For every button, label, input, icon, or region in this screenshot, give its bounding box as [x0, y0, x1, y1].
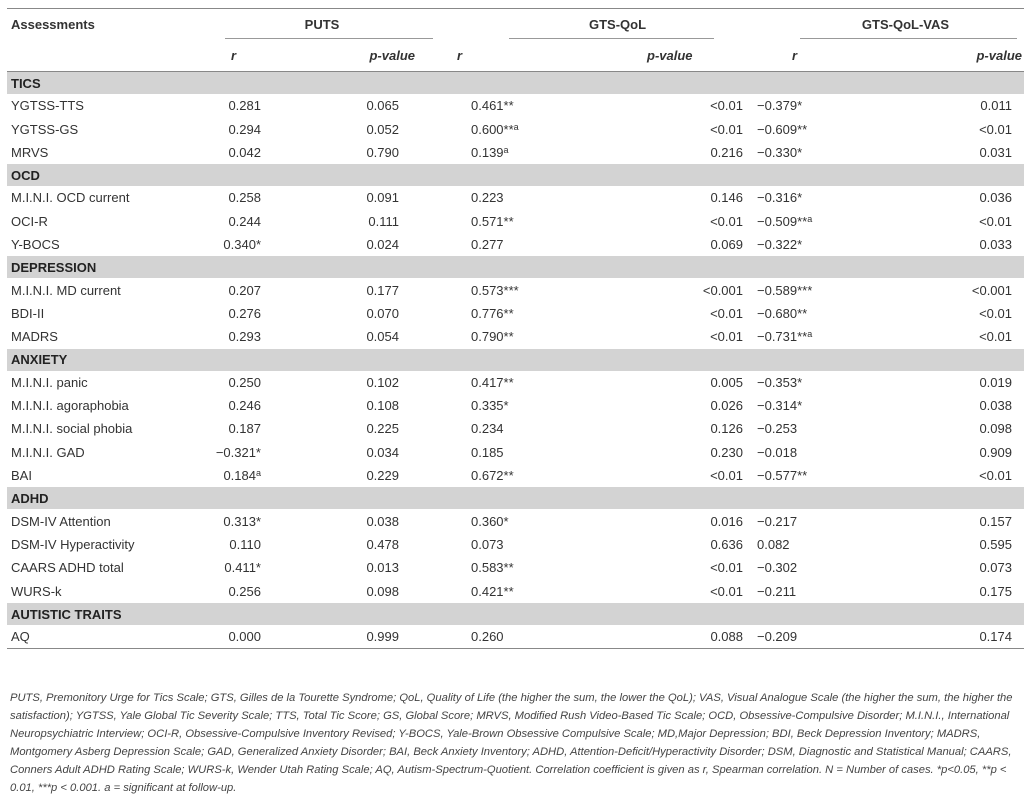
- vas-r-cell: −0.253: [757, 421, 798, 437]
- vas-p-cell: 0.909: [979, 444, 1012, 460]
- qol-p-cell: 0.230: [710, 444, 743, 460]
- assessment-name: YGTSS-GS: [11, 121, 79, 137]
- vas-p-cell: 0.073: [979, 560, 1012, 576]
- puts-r-cell: 0.294: [228, 121, 261, 137]
- qol-p-cell: 0.126: [710, 421, 743, 437]
- table-row: [7, 556, 1024, 579]
- puts-r-cell: 0.246: [228, 398, 261, 414]
- qol-r-cell: 0.073: [471, 537, 504, 553]
- assessment-name: M.I.N.I. panic: [11, 374, 88, 390]
- qol-r-cell: 0.583**: [471, 560, 514, 576]
- qol-p-cell: <0.01: [710, 560, 743, 576]
- assessment-name: BAI: [11, 468, 32, 484]
- section-row: [7, 164, 1024, 186]
- vas-r-cell: −0.577**: [757, 468, 808, 484]
- puts-p-cell: 0.108: [366, 398, 399, 414]
- vas-p-label: p-value: [807, 40, 1024, 72]
- qol-p-cell: <0.01: [710, 329, 743, 345]
- table-row: [7, 509, 1024, 532]
- qol-r-cell: 0.185: [471, 444, 504, 460]
- vas-r-cell: −0.018: [757, 444, 798, 460]
- qol-p-cell: 0.005: [710, 374, 743, 390]
- vas-r-cell: −0.680**: [757, 305, 808, 321]
- table-row: [7, 625, 1024, 649]
- qol-p-cell: <0.001: [702, 282, 743, 298]
- puts-p-cell: 0.790: [366, 144, 399, 160]
- subheader-row: [7, 40, 1024, 72]
- vas-r-cell: −0.209: [757, 625, 807, 649]
- table-row: [7, 186, 1024, 209]
- vas-r-cell: −0.217: [757, 513, 798, 529]
- puts-p-cell: 0.052: [366, 121, 399, 137]
- vas-r-cell: −0.731**$^a$: [757, 329, 813, 345]
- vas-p-cell: 0.174: [807, 625, 1024, 649]
- qol-r-cell: 0.360*: [471, 513, 509, 529]
- qol-p-cell: 0.636: [710, 537, 743, 553]
- section-title: TICS: [7, 72, 1024, 95]
- puts-p-cell: 0.091: [366, 190, 399, 206]
- assessment-name: WURS-k: [11, 583, 62, 599]
- vas-p-cell: 0.175: [979, 583, 1012, 599]
- puts-r-cell: 0.313*: [223, 513, 261, 529]
- puts-r-cell: 0.187: [228, 421, 261, 437]
- puts-p-cell: 0.065: [366, 98, 399, 114]
- table-row: [7, 580, 1024, 603]
- assessment-name: MRVS: [11, 144, 49, 160]
- assessment-name: M.I.N.I. GAD: [11, 444, 85, 460]
- follow-up-marker: a: [255, 468, 261, 479]
- puts-r-cell: 0.293: [228, 329, 261, 345]
- vas-r-label: r: [757, 40, 807, 72]
- assessment-name: DSM-IV Hyperactivity: [11, 537, 135, 553]
- assessment-name: OCI-R: [11, 213, 48, 229]
- puts-p-cell: 0.024: [366, 237, 399, 253]
- section-title: ANXIETY: [7, 349, 1024, 371]
- table-row: [7, 117, 1024, 140]
- assessment-name: M.I.N.I. OCD current: [11, 190, 130, 206]
- puts-p-cell: 0.034: [366, 444, 399, 460]
- qol-r-cell: 0.672**: [471, 468, 514, 484]
- vas-r-cell: −0.379*: [757, 98, 803, 114]
- qol-r-cell: 0.571**: [471, 213, 514, 229]
- assessment-name: CAARS ADHD total: [11, 560, 124, 576]
- vas-r-cell: −0.302: [757, 560, 798, 576]
- qol-r-cell: 0.421**: [471, 583, 514, 599]
- vas-r-cell: −0.316*: [757, 190, 803, 206]
- vas-r-cell: −0.314*: [757, 398, 803, 414]
- puts-p-cell: 0.070: [366, 305, 399, 321]
- vas-p-cell: <0.001: [971, 282, 1012, 298]
- qol-r-cell: 0.335*: [471, 398, 509, 414]
- qol-r-cell: 0.776**: [471, 305, 514, 321]
- qol-r-cell: 0.790**: [471, 329, 514, 345]
- qol-p-cell: <0.01: [710, 121, 743, 137]
- puts-r-cell: 0.276: [228, 305, 261, 321]
- qol-p-cell: <0.01: [710, 468, 743, 484]
- table-row: [7, 371, 1024, 394]
- table-row: [7, 394, 1024, 417]
- vas-p-cell: <0.01: [979, 468, 1012, 484]
- puts-r-cell: 0.258: [228, 190, 261, 206]
- table-row: [7, 464, 1024, 487]
- puts-r-cell: 0.244: [228, 213, 261, 229]
- qol-r-cell: 0.139$^a$: [471, 144, 509, 160]
- qol-r-cell: 0.573***: [471, 282, 519, 298]
- puts-r-cell: 0.250: [228, 374, 261, 390]
- qol-p-cell: <0.01: [710, 305, 743, 321]
- table-row: [7, 417, 1024, 440]
- table-row: [7, 94, 1024, 117]
- vas-header: GTS-QoL-VAS: [861, 17, 950, 32]
- assessment-name: M.I.N.I. MD current: [11, 282, 121, 298]
- puts-p-cell: 0.229: [366, 468, 399, 484]
- vas-r-cell: 0.082: [757, 537, 790, 553]
- puts-r-cell: 0.207: [228, 282, 261, 298]
- qol-r-label: r: [427, 40, 527, 72]
- assessment-name: Y-BOCS: [11, 237, 60, 253]
- subheader-blank: [7, 40, 197, 72]
- puts-p-cell: 0.111: [368, 213, 399, 229]
- puts-p-cell: 0.098: [366, 583, 399, 599]
- qol-p-cell: <0.01: [710, 213, 743, 229]
- section-row: [7, 603, 1024, 625]
- puts-r-cell: 0.411*: [224, 560, 261, 576]
- puts-p-label: p-value: [297, 40, 427, 72]
- qol-p-cell: 0.026: [710, 398, 743, 414]
- qol-r-cell: 0.260: [427, 625, 527, 649]
- table-row: [7, 302, 1024, 325]
- qol-r-cell: 0.277: [471, 237, 504, 253]
- puts-r-cell: 0.042: [228, 144, 261, 160]
- follow-up-marker: a: [807, 329, 813, 340]
- puts-header: PUTS: [304, 17, 340, 32]
- section-title: ADHD: [7, 487, 1024, 509]
- puts-r-cell: 0.256: [228, 583, 261, 599]
- puts-r-cell: 0.000: [197, 625, 297, 649]
- table-footnote: PUTS, Premonitory Urge for Tics Scale; GTS, Gilles de la Tourette Syndrome; QoL, Quality of Life (the higher the sum, the lower the QoL); VAS, Visual Analogue Scale (the higher the sum, the higher the satisfaction); YGTSS, Yale Global Tic Severity Scale; TTS, Total Tic Score; GS, Global Score; MRVS, Modified Rush Video-Based Tic Scale; OCD, Obsessive-Compulsive Disorder; M.I.N.I., International Neuropsychiatric Interview; OCI-R, Obsessive-Compulsive Inventory Revised; Y-BOCS, Yale-Brown Obsessive Compulsive Scale; MD,Major Depression; BDI, Beck Depression Inventory; MADRS, Montgomery Asberg Depression Scale; GAD, Generalized Anxiety Disorder; BAI, Beck Anxiety Inventory; ADHD, Attention-Deficit/Hyperactivity Disorder; DSM, Diagnostic and Statistical Manual; CAARS, Conners Adult ADHD Rating Scale; WURS-k, Wender Utah Rating Scale; AQ, Autism-Spectrum-Quotient. Correlation coefficient is given as r, Spearman correlation. N = Number of cases. *p<0.05, **p < 0.01, ***p < 0.001. a = significant at follow-up.: [10, 692, 1013, 794]
- vas-p-cell: <0.01: [979, 329, 1012, 345]
- follow-up-marker: a: [503, 144, 509, 155]
- puts-p-cell: 0.478: [366, 537, 399, 553]
- qol-p-cell: 0.016: [710, 513, 743, 529]
- assessments-header: Assessments: [11, 17, 95, 32]
- vas-p-cell: 0.033: [979, 237, 1012, 253]
- puts-p-cell: 0.999: [297, 625, 427, 649]
- vas-p-cell: 0.098: [979, 421, 1012, 437]
- puts-r-cell: 0.281: [228, 98, 261, 114]
- table-row: [7, 210, 1024, 233]
- table-row: [7, 141, 1024, 164]
- section-row: [7, 72, 1024, 95]
- table-row: [7, 533, 1024, 556]
- section-row: [7, 487, 1024, 509]
- vas-r-cell: −0.330*: [757, 144, 803, 160]
- puts-r-label: r: [197, 40, 297, 72]
- vas-r-cell: −0.211: [757, 583, 797, 599]
- qol-r-cell: 0.417**: [471, 374, 514, 390]
- puts-r-cell: −0.321*: [215, 444, 261, 460]
- qol-r-cell: 0.461**: [471, 98, 514, 114]
- vas-r-cell: −0.322*: [757, 237, 803, 253]
- section-title: AUTISTIC TRAITS: [7, 603, 1024, 625]
- table-row: [7, 278, 1024, 301]
- assessment-name: BDI-II: [11, 305, 45, 321]
- section-row: [7, 256, 1024, 278]
- qol-p-cell: <0.01: [710, 583, 743, 599]
- follow-up-marker: a: [513, 121, 519, 132]
- section-title: OCD: [7, 164, 1024, 186]
- puts-r-cell: 0.184$^a$: [223, 468, 261, 484]
- puts-p-cell: 0.177: [366, 282, 399, 298]
- qol-r-cell: 0.600**$^a$: [471, 121, 519, 137]
- qol-p-label: p-value: [527, 40, 757, 72]
- puts-p-cell: 0.225: [366, 421, 399, 437]
- qol-p-cell: 0.216: [710, 144, 743, 160]
- puts-p-cell: 0.054: [366, 329, 399, 345]
- qol-header: GTS-QoL: [589, 17, 647, 32]
- puts-r-cell: 0.340*: [223, 237, 261, 253]
- correlation-table: [7, 8, 1024, 649]
- assessment-name: MADRS: [11, 329, 58, 345]
- follow-up-marker: a: [807, 213, 813, 224]
- table-row: [7, 233, 1024, 256]
- table-row: [7, 325, 1024, 348]
- qol-p-cell: <0.01: [710, 98, 743, 114]
- table-row: [7, 441, 1024, 464]
- vas-r-cell: −0.609**: [757, 121, 808, 137]
- section-row: [7, 349, 1024, 371]
- vas-r-cell: −0.353*: [757, 374, 803, 390]
- assessment-name: AQ: [7, 625, 197, 649]
- qol-r-cell: 0.234: [471, 421, 504, 437]
- puts-p-cell: 0.013: [366, 560, 399, 576]
- vas-p-cell: <0.01: [979, 305, 1012, 321]
- table-body: [7, 9, 1024, 649]
- section-title: DEPRESSION: [7, 256, 1024, 278]
- vas-p-cell: 0.036: [979, 190, 1012, 206]
- puts-r-cell: 0.110: [229, 537, 261, 553]
- vas-p-cell: 0.157: [979, 513, 1012, 529]
- assessment-name: YGTSS-TTS: [11, 98, 84, 114]
- assessment-name: M.I.N.I. agoraphobia: [11, 398, 129, 414]
- vas-p-cell: <0.01: [979, 213, 1012, 229]
- group-header-row: [7, 9, 1024, 40]
- assessment-name: DSM-IV Attention: [11, 513, 111, 529]
- vas-r-cell: −0.509**$^a$: [757, 213, 813, 229]
- qol-p-cell: 0.088: [527, 625, 757, 649]
- assessment-name: M.I.N.I. social phobia: [11, 421, 133, 437]
- qol-r-cell: 0.223: [471, 190, 504, 206]
- vas-p-cell: <0.01: [979, 121, 1012, 137]
- puts-p-cell: 0.102: [366, 374, 399, 390]
- vas-p-cell: 0.011: [980, 98, 1012, 114]
- puts-p-cell: 0.038: [366, 513, 399, 529]
- vas-p-cell: 0.019: [979, 374, 1012, 390]
- vas-p-cell: 0.038: [979, 398, 1012, 414]
- vas-p-cell: 0.031: [979, 144, 1012, 160]
- qol-p-cell: 0.146: [710, 190, 743, 206]
- vas-p-cell: 0.595: [979, 537, 1012, 553]
- qol-p-cell: 0.069: [710, 237, 743, 253]
- vas-r-cell: −0.589***: [757, 282, 813, 298]
